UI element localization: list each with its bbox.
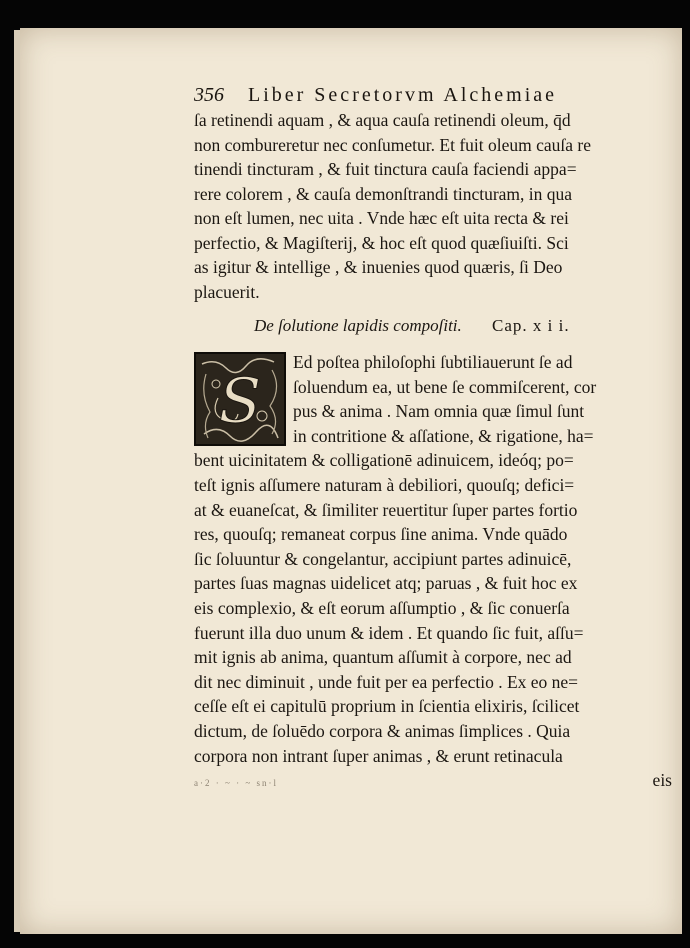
catchword: eis <box>652 770 672 791</box>
text-line: corpora non intrant ſuper animas , & erunt retinacula <box>194 745 563 766</box>
chapter-heading <box>254 316 674 336</box>
chapter-title: De ſolutione lapidis compoſiti. <box>254 316 462 335</box>
running-title: Liber Secretorvm Alchemiae <box>248 84 558 106</box>
text-line: at & euaneſcat, & ſimiliter reuertitur ſuper partes fortio <box>194 499 578 520</box>
paragraph-1 <box>194 108 672 304</box>
text-line: mit ignis ab anima, quantum aſſumit à corpore, nec ad <box>194 647 572 668</box>
text-line: partes ſuas magnas uidelicet atq; paruas , & fuit hoc ex <box>194 573 578 594</box>
text-line: as igitur & intellige , & inuenies quod quæris, ſi Deo <box>194 257 563 277</box>
paragraph-2 <box>194 350 672 793</box>
text-line: Ed poſtea philoſophi ſubtiliauerunt ſe ad <box>293 352 573 372</box>
text-line: dit nec diminuit , unde fuit per ea perfectio . Ex eo ne= <box>194 671 579 692</box>
text-line: ſoluendum ea, ut bene ſe commiſcerent, cor <box>293 376 597 397</box>
chapter-number: Cap. x i i. <box>492 316 570 335</box>
text-line: ſa retinendi aquam , & aqua cauſa retinendi oleum, q̄d <box>194 110 571 130</box>
text-line: res, quouſq; remaneat corpus ſine anima. Vnde quādo <box>194 524 568 545</box>
text-line: placuerit. <box>194 281 260 302</box>
text-line: non combureretur nec conſumetur. Et fuit oleum cauſa re <box>194 134 592 155</box>
running-head <box>194 84 654 107</box>
text-line: perfectio, & Magiſterij, & hoc eſt quod quæſiuiſti. Sci <box>194 232 569 253</box>
text-line: tinendi tincturam , & fuit tinctura cauſa faciendi appa= <box>194 159 577 179</box>
text-line: pus & anima . Nam omnia quæ ſimul ſunt <box>293 401 585 422</box>
text-line: dictum, de ſoluēdo corpora & animas ſimplices . Quia <box>194 720 571 741</box>
text-line: ſic ſoluuntur & congelantur, accipiunt partes adinuicē, <box>194 548 572 569</box>
text-line: bent uicinitatem & colligationē adinuicem, ideóq; po= <box>194 450 574 471</box>
text-line: teſt ignis aſſumere naturam à debiliori, quouſq; defici= <box>194 474 575 495</box>
text-line: eis complexio, & eſt eorum aſſumptio , & ſic conuerſa <box>194 597 570 618</box>
initial-letter: S <box>218 364 262 437</box>
page-number: 356 <box>194 84 224 106</box>
faint-mark: a·2 · ~ · ~ sn·l <box>194 778 278 788</box>
text-line: in contritione & aſſatione, & rigatione, ha= <box>293 425 594 446</box>
text-line: ceſſe eſt ei capitulū proprium in ſcientia elixiris, ſcilicet <box>194 696 580 717</box>
text-line: fuerunt illa duo unum & idem . Et quando ſic fuit, aſſu= <box>194 622 584 643</box>
text-line: non eſt lumen, nec uita . Vnde hæc eſt uita recta & rei <box>194 208 569 228</box>
text-line: rere colorem , & cauſa demonſtrandi tincturam, in qua <box>194 183 573 204</box>
